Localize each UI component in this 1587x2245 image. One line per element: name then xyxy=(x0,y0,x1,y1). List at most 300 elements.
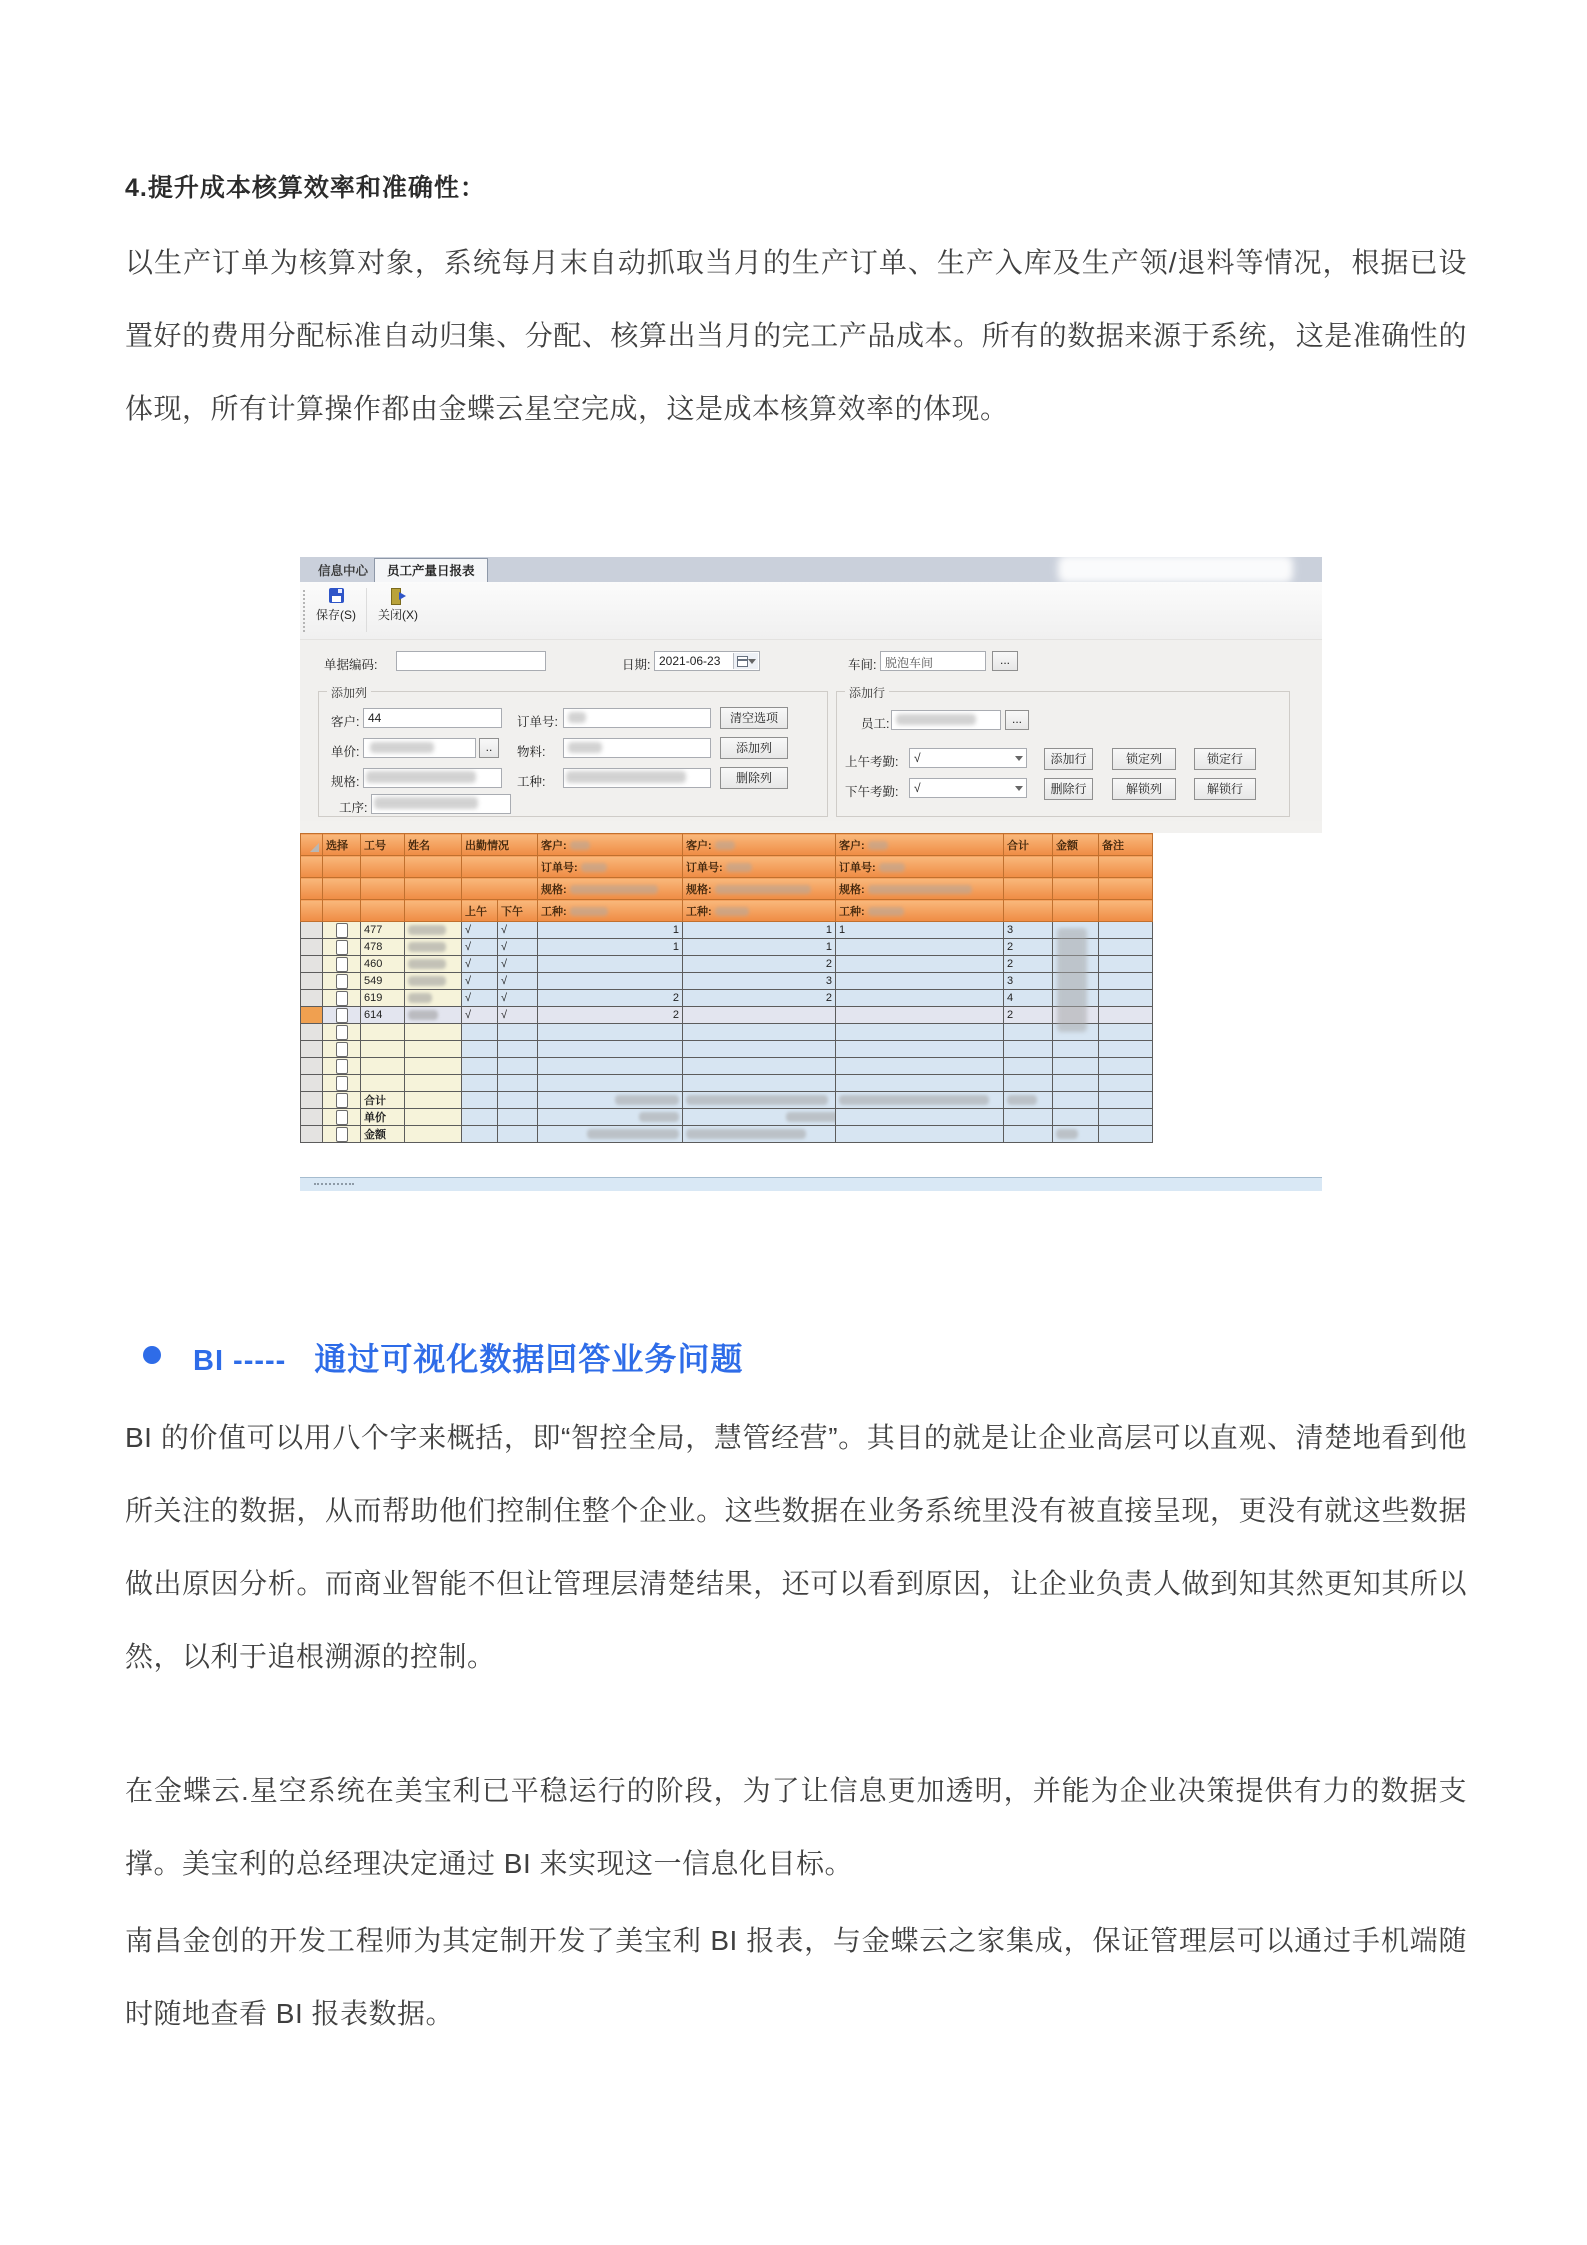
remark-cell[interactable] xyxy=(1099,990,1153,1007)
date-input[interactable] xyxy=(654,651,760,671)
redacted-value xyxy=(408,942,446,952)
redacted-value xyxy=(581,863,607,872)
spec-input[interactable] xyxy=(363,768,502,788)
header-spec-1 xyxy=(538,878,683,900)
total-cell: 2 xyxy=(1004,956,1053,973)
chevron-down-icon xyxy=(1015,786,1023,791)
lock-row-button[interactable]: 锁定行 xyxy=(1194,748,1256,770)
spec-label: 规格: xyxy=(686,883,712,896)
name-cell xyxy=(405,1007,462,1024)
checkbox[interactable] xyxy=(336,991,348,1006)
employee-input[interactable] xyxy=(891,710,1001,730)
summary-value xyxy=(683,1126,836,1143)
employee-lookup-button[interactable]: ... xyxy=(1005,710,1029,730)
empty-cell xyxy=(1099,1024,1153,1041)
workshop-input[interactable]: 脱泡车间 xyxy=(880,651,986,671)
empty-cell xyxy=(405,856,462,878)
summary-row-total xyxy=(301,1092,1153,1109)
empty-cell xyxy=(462,1109,498,1126)
row-select-cell[interactable] xyxy=(323,990,361,1007)
scrollbar-ticks-icon xyxy=(314,1183,354,1185)
tab-employee-daily-report[interactable]: 员工产量日报表 xyxy=(374,558,488,583)
remark-cell[interactable] xyxy=(1099,922,1153,939)
empty-cell xyxy=(323,856,361,878)
empty-cell xyxy=(1004,1075,1053,1092)
total-cell: 3 xyxy=(1004,922,1053,939)
redacted-value xyxy=(686,1095,828,1105)
header-remark[interactable]: 备注 xyxy=(1099,834,1153,856)
row-select-cell[interactable] xyxy=(323,1126,361,1143)
redacted-value xyxy=(408,976,446,986)
total-cell: 3 xyxy=(1004,973,1053,990)
table-header-row xyxy=(301,878,1153,900)
empty-cell xyxy=(405,878,462,900)
tab-info-center[interactable]: 信息中心 xyxy=(318,564,369,578)
summary-row-amount xyxy=(301,1126,1153,1143)
name-cell xyxy=(405,922,462,939)
row-select-cell[interactable] xyxy=(323,1075,361,1092)
row-handle xyxy=(301,878,323,900)
empty-cell xyxy=(683,1058,836,1075)
row-handle[interactable] xyxy=(301,922,323,939)
bi-section-heading xyxy=(193,1334,743,1380)
am-attendance-value: √ xyxy=(914,751,921,765)
empty-cell xyxy=(1004,1024,1053,1041)
unlock-column-button[interactable]: 解锁列 xyxy=(1112,778,1176,800)
row-handle[interactable] xyxy=(301,956,323,973)
row-handle xyxy=(301,1109,323,1126)
empty-cell xyxy=(836,1126,1004,1143)
qty-cell[interactable]: 1 xyxy=(683,939,836,956)
checkbox[interactable] xyxy=(336,1025,348,1040)
empty-cell xyxy=(498,1109,538,1126)
qty-cell[interactable] xyxy=(836,956,1004,973)
header-attendance[interactable]: 出勤情况 xyxy=(462,834,538,856)
qty-cell[interactable] xyxy=(538,973,683,990)
redacted-value xyxy=(570,885,658,894)
bi-heading-prefix: BI ----- xyxy=(193,1345,287,1377)
bill-code-input[interactable] xyxy=(396,651,546,671)
delete-column-button[interactable]: 删除列 xyxy=(720,767,788,789)
checkbox[interactable] xyxy=(336,1110,348,1125)
empty-cell xyxy=(1099,1058,1153,1075)
qty-cell[interactable] xyxy=(836,939,1004,956)
qty-cell[interactable]: 1 xyxy=(683,922,836,939)
redacted-value xyxy=(715,841,735,850)
empty-cell xyxy=(836,1058,1004,1075)
qty-cell[interactable] xyxy=(836,990,1004,1007)
table-row xyxy=(301,939,1153,956)
redacted-value xyxy=(868,885,972,894)
empty-cell xyxy=(405,1058,462,1075)
qty-cell[interactable] xyxy=(836,973,1004,990)
section-paragraph: 以生产订单为核算对象，系统每月末自动抓取当月的生产订单、生产入库及生产领/退料等情况，根据已设置好的费用分配标准自动归集、分配、核算出当月的完工产品成本。所有的数据来源于系统，这是准确性的体现，所有计算操作都由金蝶云星空完成，这是成本核算效率的体现。 xyxy=(125,247,1467,424)
row-handle[interactable] xyxy=(301,990,323,1007)
table-row xyxy=(301,990,1153,1007)
header-pm[interactable]: 下午 xyxy=(498,900,538,922)
bi-paragraph-3: 南昌金创的开发工程师为其定制开发了美宝利 BI 报表，与金蝶云之家集成，保证管理层可以通过手机端随时随地查看 BI 报表数据。 xyxy=(125,1925,1467,2029)
row-select-cell[interactable] xyxy=(323,1092,361,1109)
empty-cell xyxy=(361,1058,405,1075)
empty-cell xyxy=(405,1075,462,1092)
empty-cell xyxy=(498,1126,538,1143)
row-select-cell[interactable] xyxy=(323,922,361,939)
summary-value xyxy=(836,1092,1004,1109)
header-total[interactable]: 合计 xyxy=(1004,834,1053,856)
empty-cell xyxy=(1053,1092,1099,1109)
checkbox[interactable] xyxy=(336,940,348,955)
empty-cell xyxy=(462,1075,498,1092)
empty-cell xyxy=(498,1058,538,1075)
qty-cell[interactable] xyxy=(836,1007,1004,1024)
redacted-value xyxy=(568,742,602,753)
qty-cell[interactable] xyxy=(683,1007,836,1024)
summary-row-price xyxy=(301,1109,1153,1126)
empty-cell xyxy=(361,1024,405,1041)
redacted-value xyxy=(868,841,888,850)
empty-cell xyxy=(1099,1041,1153,1058)
redacted-value xyxy=(1007,1095,1037,1105)
checkbox[interactable] xyxy=(336,1127,348,1142)
redacted-value xyxy=(566,771,686,783)
redacted-value xyxy=(686,1129,806,1139)
production-table xyxy=(300,833,1153,1143)
row-handle[interactable] xyxy=(301,1024,323,1041)
pm-cell: √ xyxy=(498,939,538,956)
table-row-empty xyxy=(301,1024,1153,1041)
redacted-value xyxy=(715,885,811,894)
am-cell: √ xyxy=(462,973,498,990)
redacted-value xyxy=(408,993,432,1003)
redacted-value xyxy=(370,742,434,753)
row-select-cell[interactable] xyxy=(323,1109,361,1126)
remark-cell[interactable] xyxy=(1099,973,1153,990)
bullet-icon xyxy=(143,1346,161,1364)
empty-cell xyxy=(361,1041,405,1058)
redacted-value xyxy=(715,907,749,916)
empty-cell xyxy=(462,1058,498,1075)
empty-cell xyxy=(1004,1058,1053,1075)
header-amount[interactable]: 金额 xyxy=(1053,834,1099,856)
pm-attendance-select[interactable] xyxy=(909,778,1027,798)
worktype-label: 工种: xyxy=(517,775,546,789)
summary-value xyxy=(538,1092,683,1109)
save-button-label: 保存(S) xyxy=(316,608,356,622)
empty-cell xyxy=(323,900,361,922)
empty-cell xyxy=(1099,1126,1153,1143)
material-label: 物料: xyxy=(517,745,546,759)
empty-cell xyxy=(498,1041,538,1058)
empty-cell xyxy=(1004,1126,1053,1143)
clear-options-button[interactable]: 清空选项 xyxy=(720,707,788,729)
header-am[interactable]: 上午 xyxy=(462,900,498,922)
order-label: 订单号: xyxy=(541,861,578,874)
header-spec-2 xyxy=(683,878,836,900)
remark-cell[interactable] xyxy=(1099,1007,1153,1024)
empty-cell xyxy=(683,1041,836,1058)
worktype-label: 工种: xyxy=(686,905,712,918)
empty-cell xyxy=(1099,878,1153,900)
total-cell: 4 xyxy=(1004,990,1053,1007)
qty-cell[interactable]: 1 xyxy=(538,939,683,956)
corner-cell[interactable] xyxy=(301,834,323,856)
name-cell xyxy=(405,990,462,1007)
calendar-icon xyxy=(737,656,748,667)
empty-cell xyxy=(405,900,462,922)
pm-attendance-value: √ xyxy=(914,781,921,795)
header-customer-1[interactable] xyxy=(538,834,683,856)
tab-strip xyxy=(300,557,1322,583)
name-cell xyxy=(405,956,462,973)
pm-attendance-label: 下午考勤: xyxy=(845,785,899,799)
date-value: 2021-06-23 xyxy=(659,654,721,668)
bill-code-label: 单据编码: xyxy=(324,658,378,672)
worktype-input[interactable] xyxy=(563,768,711,788)
row-select-cell[interactable] xyxy=(323,939,361,956)
header-order-1 xyxy=(538,856,683,878)
row-handle-selected[interactable] xyxy=(301,1007,323,1024)
row-handle[interactable] xyxy=(301,1058,323,1075)
empty-cell xyxy=(683,1024,836,1041)
header-customer-2[interactable] xyxy=(683,834,836,856)
table-header-row xyxy=(301,856,1153,878)
header-worktype-1 xyxy=(538,900,683,922)
empty-cell xyxy=(1053,856,1099,878)
pm-cell: √ xyxy=(498,956,538,973)
order-no-label: 订单号: xyxy=(517,715,558,729)
redacted-value xyxy=(374,797,478,809)
add-column-group-title: 添加列 xyxy=(327,684,371,701)
order-no-input[interactable] xyxy=(563,708,711,728)
unlock-row-button[interactable]: 解锁行 xyxy=(1194,778,1256,800)
worker-no-cell: 549 xyxy=(361,973,405,990)
section-heading: 4.提升成本核算效率和准确性： xyxy=(125,174,486,202)
checkbox[interactable] xyxy=(336,1059,348,1074)
checkbox[interactable] xyxy=(336,957,348,972)
add-row-button[interactable]: 添加行 xyxy=(1044,748,1093,770)
empty-cell xyxy=(538,1058,683,1075)
redacted-value xyxy=(408,925,446,935)
process-input[interactable] xyxy=(371,794,511,814)
empty-cell xyxy=(498,1075,538,1092)
add-column-group xyxy=(318,686,828,817)
row-handle[interactable] xyxy=(301,939,323,956)
redacted-area xyxy=(1058,555,1293,583)
bi-paragraph-2: 在金蝶云.星空系统在美宝利已平稳运行的阶段，为了让信息更加透明，并能为企业决策提供有力的数据支撑。美宝利的总经理决定通过 BI 来实现这一信息化目标。 xyxy=(125,1775,1467,1879)
empty-cell xyxy=(1004,878,1053,900)
redacted-value xyxy=(839,1095,989,1105)
header-worktype-3 xyxy=(836,900,1004,922)
row-handle xyxy=(301,856,323,878)
add-row-group xyxy=(836,686,1290,817)
worker-no-cell: 478 xyxy=(361,939,405,956)
am-cell: √ xyxy=(462,990,498,1007)
worktype-label: 工种: xyxy=(839,905,865,918)
row-handle[interactable] xyxy=(301,1041,323,1058)
remark-cell[interactable] xyxy=(1099,956,1153,973)
pm-cell: √ xyxy=(498,973,538,990)
unit-price-lookup-button[interactable]: .. xyxy=(479,738,499,758)
row-handle[interactable] xyxy=(301,973,323,990)
total-cell: 2 xyxy=(1004,1007,1053,1024)
table-row xyxy=(301,956,1153,973)
workshop-label: 车间: xyxy=(848,658,877,672)
header-select[interactable]: 选择 xyxy=(323,834,361,856)
am-cell: √ xyxy=(462,956,498,973)
redacted-value xyxy=(726,863,752,872)
row-select-cell[interactable] xyxy=(323,1058,361,1075)
customer-label: 客户: xyxy=(331,715,360,729)
empty-cell xyxy=(361,856,405,878)
qty-cell[interactable]: 1 xyxy=(836,922,1004,939)
empty-cell xyxy=(538,1041,683,1058)
checkbox[interactable] xyxy=(336,974,348,989)
toolbar-separator xyxy=(366,588,367,632)
empty-cell xyxy=(462,1126,498,1143)
checkbox[interactable] xyxy=(336,923,348,938)
redacted-value xyxy=(1056,1129,1078,1139)
row-select-cell[interactable] xyxy=(323,956,361,973)
redacted-value xyxy=(568,712,586,723)
row-handle[interactable] xyxy=(301,1075,323,1092)
order-label: 订单号: xyxy=(839,861,876,874)
empty-cell xyxy=(405,1041,462,1058)
checkbox[interactable] xyxy=(336,1093,348,1108)
am-attendance-label: 上午考勤: xyxy=(845,755,899,769)
empty-cell xyxy=(405,1126,462,1143)
unit-price-input[interactable] xyxy=(363,738,476,758)
empty-cell xyxy=(361,878,405,900)
empty-cell xyxy=(683,1075,836,1092)
table-row xyxy=(301,973,1153,990)
table-row xyxy=(301,922,1153,939)
chevron-down-icon xyxy=(748,659,756,664)
process-label: 工序: xyxy=(339,801,368,815)
empty-cell xyxy=(462,878,538,900)
total-cell: 2 xyxy=(1004,939,1053,956)
empty-cell xyxy=(462,856,538,878)
customer-label: 客户: xyxy=(686,839,712,852)
empty-cell xyxy=(1099,856,1153,878)
calendar-dropdown-button[interactable] xyxy=(733,653,758,669)
empty-cell xyxy=(1053,1058,1099,1075)
remark-cell[interactable] xyxy=(1099,939,1153,956)
header-worktype-2 xyxy=(683,900,836,922)
header-customer-3[interactable] xyxy=(836,834,1004,856)
empty-cell xyxy=(405,1109,462,1126)
empty-cell xyxy=(361,1075,405,1092)
checkbox[interactable] xyxy=(336,1008,348,1023)
qty-cell[interactable]: 1 xyxy=(538,922,683,939)
summary-value xyxy=(1004,1092,1053,1109)
empty-cell xyxy=(405,1024,462,1041)
am-cell: √ xyxy=(462,1007,498,1024)
checkbox[interactable] xyxy=(336,1076,348,1091)
spec-label: 规格: xyxy=(839,883,865,896)
horizontal-scrollbar[interactable] xyxy=(300,1177,1322,1191)
am-cell: √ xyxy=(462,939,498,956)
qty-cell[interactable]: 2 xyxy=(683,990,836,1007)
redacted-column xyxy=(1057,928,1087,1032)
table-row-selected xyxy=(301,1007,1153,1024)
exit-door-icon xyxy=(390,588,406,603)
worker-no-cell: 460 xyxy=(361,956,405,973)
header-spec-3 xyxy=(836,878,1004,900)
workshop-lookup-button[interactable]: ... xyxy=(992,651,1018,671)
pm-cell: √ xyxy=(498,1007,538,1024)
close-button-label: 关闭(X) xyxy=(378,608,418,622)
empty-cell xyxy=(462,1041,498,1058)
redacted-value xyxy=(879,863,905,872)
spacer-strip xyxy=(300,821,1322,833)
delete-row-button[interactable]: 删除行 xyxy=(1044,778,1093,800)
row-select-cell[interactable] xyxy=(323,973,361,990)
unit-price-label: 单价: xyxy=(331,745,360,759)
empty-cell xyxy=(836,1024,1004,1041)
redacted-value xyxy=(408,959,446,969)
summary-value xyxy=(683,1092,836,1109)
qty-cell[interactable]: 2 xyxy=(683,956,836,973)
customer-label: 客户: xyxy=(541,839,567,852)
close-button[interactable] xyxy=(372,586,424,634)
am-attendance-select[interactable] xyxy=(909,748,1027,768)
qty-cell[interactable]: 2 xyxy=(538,1007,683,1024)
bi-paragraph-1: BI 的价值可以用八个字来概括，即“智控全局，慧管经营”。其目的就是让企业高层可以直观、清楚地看到他所关注的数据，从而帮助他们控制住整个企业。这些数据在业务系统里没有被直接呈现，更没有就这些数据做出原因分析。而商业智能不但让管理层清楚结果，还可以看到原因，让企业负责人做到知其然更知其所以然，以利于追根溯源的控制。 xyxy=(125,1422,1467,1672)
spec-label: 规格: xyxy=(541,883,567,896)
redacted-value xyxy=(615,1095,679,1105)
pm-cell: √ xyxy=(498,990,538,1007)
row-select-cell[interactable] xyxy=(323,1041,361,1058)
summary-label: 合计 xyxy=(361,1092,405,1109)
bi-heading-title: 通过可视化数据回答业务问题 xyxy=(314,1341,744,1377)
lock-column-button[interactable]: 锁定列 xyxy=(1112,748,1176,770)
customer-input[interactable]: 44 xyxy=(363,708,502,728)
production-table-wrap xyxy=(300,833,1160,1169)
summary-label: 单价 xyxy=(361,1109,405,1126)
worktype-label: 工种: xyxy=(541,905,567,918)
empty-cell xyxy=(1053,900,1099,922)
save-button[interactable] xyxy=(310,586,362,634)
worker-no-cell: 614 xyxy=(361,1007,405,1024)
table-row-empty xyxy=(301,1075,1153,1092)
empty-cell xyxy=(1004,900,1053,922)
empty-cell xyxy=(1099,900,1153,922)
qty-cell[interactable]: 3 xyxy=(683,973,836,990)
redacted-value xyxy=(587,1129,679,1139)
header-worker-no[interactable]: 工号 xyxy=(361,834,405,856)
redacted-value xyxy=(366,771,476,783)
header-name[interactable]: 姓名 xyxy=(405,834,462,856)
summary-value xyxy=(538,1126,683,1143)
qty-cell[interactable]: 2 xyxy=(538,990,683,1007)
empty-cell xyxy=(1053,1041,1099,1058)
material-input[interactable] xyxy=(563,738,711,758)
row-select-cell[interactable] xyxy=(323,1007,361,1024)
summary-label: 金额 xyxy=(361,1126,405,1143)
pm-cell: √ xyxy=(498,922,538,939)
add-column-button[interactable]: 添加列 xyxy=(720,737,788,759)
name-cell xyxy=(405,939,462,956)
row-select-cell[interactable] xyxy=(323,1024,361,1041)
row-handle xyxy=(301,1126,323,1143)
qty-cell[interactable] xyxy=(538,956,683,973)
empty-cell xyxy=(498,1092,538,1109)
checkbox[interactable] xyxy=(336,1042,348,1057)
empty-cell xyxy=(836,1041,1004,1058)
row-handle xyxy=(301,900,323,922)
table-header-row xyxy=(301,834,1153,856)
empty-cell xyxy=(462,1092,498,1109)
